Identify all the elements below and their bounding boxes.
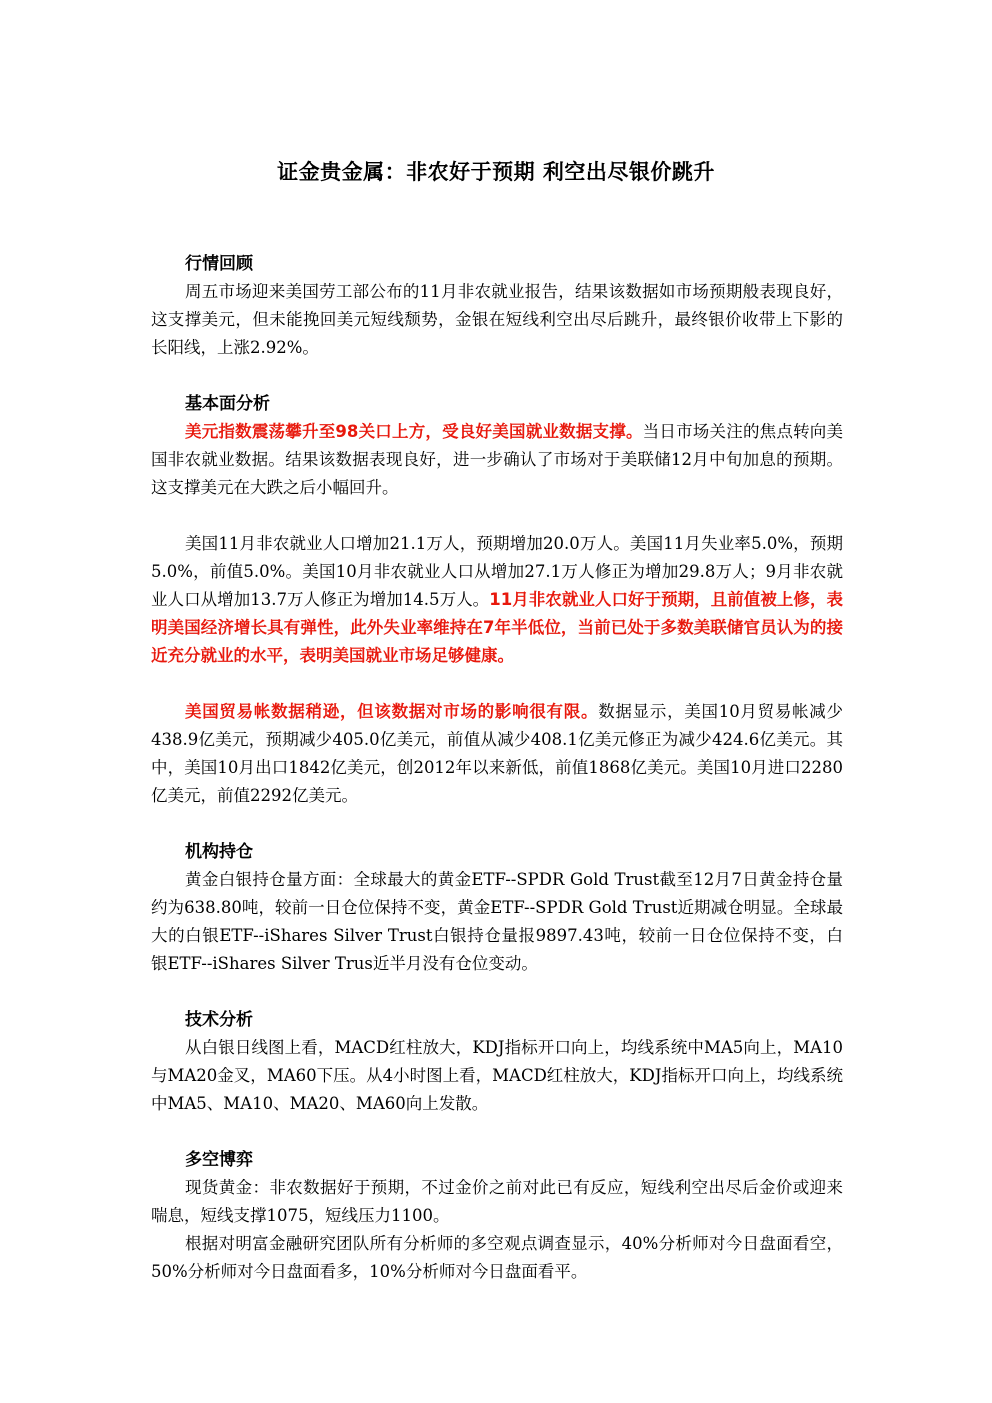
paragraph <box>151 1230 843 1286</box>
paragraph <box>151 418 843 502</box>
highlight-text: 美元指数震荡攀升至98关口上方，受良好美国就业数据支撑。 <box>185 422 643 441</box>
paragraph-text: 从白银日线图上看，MACD红柱放大，KDJ指标开口向上，均线系统中MA5向上，MA10与MA20金叉，MA60下压。从4小时图上看，MACD红柱放大，KDJ指标开口向上，均线系统中MA5、MA10、MA20、MA60向上发散。 <box>151 1038 843 1113</box>
document-title: 证金贵金属：非农好于预期 利空出尽银价跳升 <box>277 160 715 184</box>
section-technical-analysis <box>151 1006 843 1118</box>
paragraph-text: 现货黄金：非农数据好于预期，不过金价之前对此已有反应，短线利空出尽后金价或迎来喘息，短线支撑1075，短线压力1100。 <box>151 1178 843 1225</box>
paragraph <box>151 698 843 810</box>
paragraph-text: 数据显示，美国10月贸易帐减少438.9亿美元，预期减少405.0亿美元，前值从减少408.1亿美元修正为减少424.6亿美元。其中，美国10月出口1842亿美元，创2012年以来新低，前值1868亿美元。美国10月进口2280亿美元，前值2292亿美元。 <box>151 702 844 805</box>
section-market-review <box>151 250 843 362</box>
section-heading: 行情回顾 <box>185 254 253 274</box>
section-heading: 技术分析 <box>185 1010 253 1030</box>
highlight-text: 11月非农就业人口好于预期，且前值被上修，表明美国经济增长具有弹性，此外失业率维持在7年半低位，当前已处于多数美联储官员认为的接近充分就业的水平，表明美国就业市场足够健康。 <box>151 590 843 665</box>
paragraph-text: 黄金白银持仓量方面：全球最大的黄金ETF--SPDR Gold Trust截至12月7日黄金持仓量约为638.80吨，较前一日仓位保持不变，黄金ETF--SPDR Gold Trust近期减仓明显。全球最大的白银ETF--iShares Silver Trust白银持仓量报9897.43吨，较前一日仓位保持不变，白银ETF--iShares Silver Trus近半月没有仓位变动。 <box>151 870 843 973</box>
section-institutional-holdings <box>151 838 843 978</box>
section-bull-bear-game <box>151 1146 843 1286</box>
paragraph-text: 周五市场迎来美国劳工部公布的11月非农就业报告，结果该数据如市场预期般表现良好，这支撑美元，但未能挽回美元短线颓势，金银在短线利空出尽后跳升，最终银价收带上下影的长阳线，上涨2.92%。 <box>151 282 843 357</box>
section-fundamental-analysis <box>151 390 843 810</box>
document-body <box>151 250 843 1314</box>
paragraph-text: 当日市场关注的焦点转向美国非农就业数据。结果该数据表现良好，进一步确认了市场对于美联储12月中旬加息的预期。这支撑美元在大跌之后小幅回升。 <box>151 422 843 497</box>
section-heading: 机构持仓 <box>185 842 253 862</box>
paragraph <box>151 278 843 362</box>
paragraph-text: 美国11月非农就业人口增加21.1万人，预期增加20.0万人。美国11月失业率5.0%，预期5.0%，前值5.0%。美国10月非农就业人口从增加27.1万人修正为增加29.8万人；9月非农就业人口从增加13.7万人修正为增加14.5万人。 <box>151 534 843 609</box>
paragraph <box>151 1174 843 1230</box>
paragraph <box>151 1034 843 1118</box>
paragraph <box>151 866 843 978</box>
section-heading: 多空博弈 <box>185 1150 253 1170</box>
paragraph-text: 根据对明富金融研究团队所有分析师的多空观点调查显示，40%分析师对今日盘面看空，50%分析师对今日盘面看多，10%分析师对今日盘面看平。 <box>151 1234 843 1281</box>
paragraph <box>151 530 843 670</box>
section-heading: 基本面分析 <box>185 394 270 414</box>
highlight-text: 美国贸易帐数据稍逊，但该数据对市场的影响很有限。 <box>185 702 599 721</box>
